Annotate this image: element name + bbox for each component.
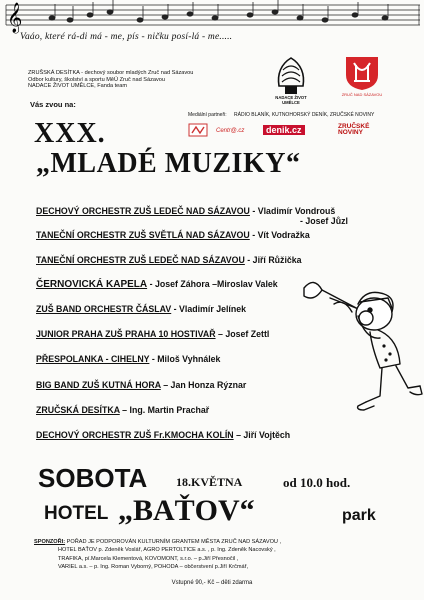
sponsor-line: POŘAD JE PODPOROVÁN KULTURNÍM GRANTEM MĚSTA ZRUČ NAD SÁZAVOU , xyxy=(65,539,282,545)
band-name: ZRUČSKÁ DESÍTKA xyxy=(36,405,120,415)
sponsor-line: VARIEL a.s. – p. Ing. Roman Vyborný, POHODA – občerstvení p.Jiří Krčmář, xyxy=(58,564,249,571)
denik-logo: denik.cz xyxy=(263,125,305,135)
media-partner-list: RÁDIO BLANÍK, KUTNOHORSKÝ DENÍK, ZRUČSKÉ NOVINY xyxy=(234,112,375,118)
trumpeter-illustration xyxy=(300,268,424,418)
band-name: ČERNOVICKÁ KAPELA xyxy=(36,279,148,290)
band-row xyxy=(36,405,209,415)
sponsor-line: HOTEL BAŤOV p. Zdeněk Voslář, AGRO PERTOLTICE a.s. , p. Ing. Zdeněk Nacovský , xyxy=(58,547,276,554)
song-lyrics: Vaáo, které rá-di má - me, pís - ničku posí-lá - me..... xyxy=(20,32,233,42)
svg-text:𝄞: 𝄞 xyxy=(7,3,23,33)
band-row xyxy=(36,206,335,216)
band-name: TANEČNÍ ORCHESTR ZUŠ SVĚTLÁ NAD SÁZAVOU xyxy=(36,230,250,240)
band-leader: – Josef Zettl xyxy=(215,329,270,339)
entry-fee: Vstupné 90,- Kč – děti zdarma xyxy=(171,580,253,586)
band-leader: - Jiří Růžička xyxy=(244,255,302,265)
band-name: JUNIOR PRAHA ZUŠ PRAHA 10 HOSTIVAŘ xyxy=(36,329,216,339)
sponsors-block xyxy=(34,538,404,572)
band-leader: - Miloš Vyhnálek xyxy=(149,354,221,364)
band-row xyxy=(36,279,278,290)
band-leader: – Jan Honza Rýznar xyxy=(160,380,247,390)
band-leader: - Vít Vodražka xyxy=(249,230,310,240)
organizer-line: Odbor kultury, školství a sportu MěÚ Zruč nad Sázavou xyxy=(28,76,165,83)
band-name: TANEČNÍ ORCHESTR ZUŠ LEDEČ NAD SÁZAVOU xyxy=(36,255,245,265)
band-row xyxy=(36,255,302,265)
band-leader: - Josef Jůzl xyxy=(300,216,348,226)
band-row xyxy=(36,430,290,440)
band-row xyxy=(36,380,246,390)
event-date: 18.KVĚTNA xyxy=(176,475,243,489)
invite-text: Vás zvou na: xyxy=(30,100,76,109)
band-row xyxy=(36,329,269,339)
band-row xyxy=(36,354,220,364)
band-name: PŘESPOLANKA - CIHELNY xyxy=(36,354,150,364)
organizer-line: ZRUŠSKÁ DESÍTKA - dechový soubor mladých Zruč nad Sázavou xyxy=(28,70,194,76)
band-row xyxy=(36,230,310,240)
edition-number: XXX. xyxy=(34,118,106,149)
zrucske-noviny-logo: ZRUČSKÉ NOVINY xyxy=(338,123,370,136)
sponsors-label: SPONZOŘI: xyxy=(34,539,66,545)
centrum-logo: Centr@.cz xyxy=(216,128,245,134)
organizers xyxy=(28,70,193,90)
radio-blanik-logo xyxy=(188,123,208,137)
venue-suffix: park xyxy=(342,507,376,524)
event-time: od 10.0 hod. xyxy=(283,475,351,490)
music-staff xyxy=(0,0,424,50)
venue-name: „BAŤOV“ xyxy=(118,494,255,527)
band-name: DECHOVÝ ORCHESTR ZUŠ LEDEČ NAD SÁZAVOU xyxy=(36,206,250,216)
media-label: Mediální partneři: xyxy=(188,112,227,118)
nadace-logo-caption: NADACE ŽIVOT UMĚLCE xyxy=(275,95,307,105)
venue-prefix: HOTEL xyxy=(44,503,109,524)
event-title: „MLADÉ MUZIKY“ xyxy=(36,148,301,179)
organizer-line: NADACE ŽIVOT UMĚLCE, Fanda team xyxy=(28,83,128,90)
sponsor-line: TRAFIKA, pí.Marcela Klementová, KOVOMONT, s.r.o. – p.Jiří Přesnočil , xyxy=(58,555,239,562)
band-leader: – Jiří Vojtěch xyxy=(233,430,291,440)
band-leader: - Josef Záhora –Miroslav Valek xyxy=(147,279,278,289)
media-partners xyxy=(188,112,374,118)
band-row xyxy=(300,216,348,226)
band-name: BIG BAND ZUŠ KUTNÁ HORA xyxy=(36,380,161,390)
event-day: SOBOTA xyxy=(38,463,148,493)
band-leader: - Vladimír Vondrouš xyxy=(249,206,336,216)
band-name: ZUŠ BAND ORCHESTR ČÁSLAV xyxy=(36,304,172,314)
band-name: DECHOVÝ ORCHESTR ZUŠ Fr.KMOCHA KOLÍN xyxy=(36,430,234,440)
band-leader: – Ing. Martin Prachař xyxy=(119,405,210,415)
zruc-nad-sazavou-logo xyxy=(342,55,382,91)
zruc-logo-caption: ZRUČ NAD SÁZAVOU xyxy=(341,92,383,97)
band-leader: - Vladimír Jelínek xyxy=(171,304,247,314)
band-row xyxy=(36,304,246,314)
